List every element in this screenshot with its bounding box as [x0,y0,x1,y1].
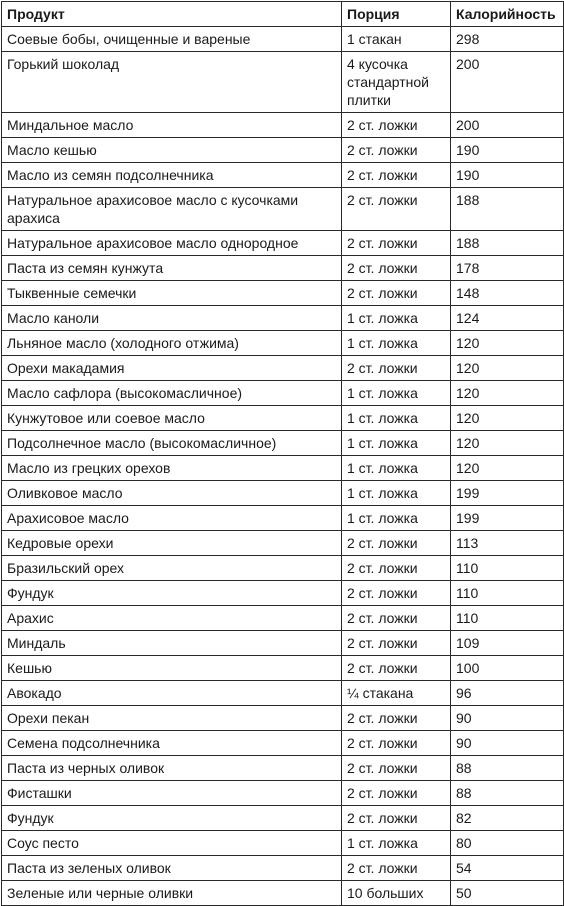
cell-product: Соус песто [2,831,342,856]
cell-product: Кешью [2,656,342,681]
table-row [2,138,564,163]
cell-calories: 124 [451,306,564,331]
cell-product: Льняное масло (холодного отжима) [2,331,342,356]
table-row [2,52,564,113]
cell-product: Кедровые орехи [2,531,342,556]
table-row [2,781,564,806]
cell-portion: ¼ стакана [342,681,451,706]
cell-portion: 10 больших [342,881,451,906]
table-row [2,431,564,456]
table-row [2,331,564,356]
cell-portion: 1 ст. ложка [342,481,451,506]
calorie-table [1,1,564,906]
table-row [2,531,564,556]
table-row [2,831,564,856]
cell-calories: 188 [451,188,564,231]
cell-product: Авокадо [2,681,342,706]
cell-calories: 120 [451,331,564,356]
table-row [2,806,564,831]
cell-portion: 2 ст. ложки [342,581,451,606]
cell-calories: 88 [451,781,564,806]
cell-portion: 1 стакан [342,27,451,52]
cell-calories: 120 [451,356,564,381]
cell-portion: 2 ст. ложки [342,781,451,806]
table-row [2,456,564,481]
cell-product: Масло из грецких орехов [2,456,342,481]
cell-calories: 120 [451,381,564,406]
cell-product: Тыквенные семечки [2,281,342,306]
cell-calories: 109 [451,631,564,656]
cell-calories: 110 [451,581,564,606]
table-row [2,706,564,731]
cell-product: Масло каноли [2,306,342,331]
cell-product: Горький шоколад [2,52,342,113]
table-row [2,606,564,631]
cell-portion: 2 ст. ложки [342,281,451,306]
cell-product: Паста из семян кунжута [2,256,342,281]
cell-product: Кунжутовое или соевое масло [2,406,342,431]
cell-product: Орехи макадамия [2,356,342,381]
cell-product: Миндаль [2,631,342,656]
cell-calories: 200 [451,52,564,113]
cell-portion: 1 ст. ложка [342,306,451,331]
cell-portion: 2 ст. ложки [342,756,451,781]
cell-product: Паста из черных оливок [2,756,342,781]
cell-portion: 2 ст. ложки [342,163,451,188]
table-row [2,881,564,906]
cell-portion: 2 ст. ложки [342,706,451,731]
cell-portion: 2 ст. ложки [342,138,451,163]
table-row [2,306,564,331]
cell-calories: 110 [451,556,564,581]
cell-calories: 50 [451,881,564,906]
cell-product: Фундук [2,581,342,606]
cell-portion: 2 ст. ложки [342,556,451,581]
cell-calories: 88 [451,756,564,781]
cell-calories: 199 [451,481,564,506]
cell-product: Зеленые или черные оливки [2,881,342,906]
cell-portion: 1 ст. ложка [342,331,451,356]
cell-calories: 120 [451,456,564,481]
cell-portion: 2 ст. ложки [342,806,451,831]
cell-calories: 96 [451,681,564,706]
table-row [2,163,564,188]
table-row [2,856,564,881]
cell-portion: 2 ст. ложки [342,656,451,681]
cell-calories: 80 [451,831,564,856]
cell-portion: 2 ст. ложки [342,188,451,231]
table-row [2,406,564,431]
cell-portion: 1 ст. ложка [342,381,451,406]
cell-portion: 1 ст. ложка [342,456,451,481]
cell-product: Орехи пекан [2,706,342,731]
cell-portion: 1 ст. ложка [342,506,451,531]
cell-product: Арахис [2,606,342,631]
table-row [2,481,564,506]
cell-calories: 54 [451,856,564,881]
cell-product: Фундук [2,806,342,831]
cell-portion: 1 ст. ложка [342,831,451,856]
table-row [2,631,564,656]
cell-portion: 2 ст. ложки [342,231,451,256]
cell-product: Арахисовое масло [2,506,342,531]
header-calories: Калорийность [451,2,564,27]
cell-portion: 2 ст. ложки [342,256,451,281]
table-row [2,556,564,581]
cell-portion: 2 ст. ложки [342,606,451,631]
table-row [2,731,564,756]
table-row [2,581,564,606]
cell-portion: 2 ст. ложки [342,113,451,138]
cell-product: Фисташки [2,781,342,806]
table-row [2,256,564,281]
table-row [2,356,564,381]
table-row [2,281,564,306]
cell-calories: 120 [451,406,564,431]
cell-product: Бразильский орех [2,556,342,581]
table-row [2,231,564,256]
cell-portion: 2 ст. ложки [342,531,451,556]
header-portion: Порция [342,2,451,27]
cell-calories: 200 [451,113,564,138]
cell-product: Миндальное масло [2,113,342,138]
table-row [2,27,564,52]
table-row [2,656,564,681]
cell-calories: 100 [451,656,564,681]
cell-portion: 1 ст. ложка [342,431,451,456]
cell-product: Соевые бобы, очищенные и вареные [2,27,342,52]
table-row [2,113,564,138]
cell-calories: 90 [451,731,564,756]
cell-calories: 148 [451,281,564,306]
cell-portion: 2 ст. ложки [342,856,451,881]
cell-product: Паста из зеленых оливок [2,856,342,881]
table-row [2,188,564,231]
cell-product: Подсолнечное масло (высокомасличное) [2,431,342,456]
cell-calories: 188 [451,231,564,256]
cell-product: Масло из семян подсолнечника [2,163,342,188]
table-header-row [2,2,564,27]
cell-calories: 110 [451,606,564,631]
cell-calories: 120 [451,431,564,456]
cell-portion: 2 ст. ложки [342,731,451,756]
cell-product: Натуральное арахисовое масло однородное [2,231,342,256]
cell-portion: 2 ст. ложки [342,631,451,656]
cell-calories: 178 [451,256,564,281]
header-product: Продукт [2,2,342,27]
cell-product: Семена подсолнечника [2,731,342,756]
cell-calories: 190 [451,163,564,188]
cell-calories: 190 [451,138,564,163]
cell-calories: 82 [451,806,564,831]
cell-calories: 298 [451,27,564,52]
cell-calories: 199 [451,506,564,531]
table-row [2,506,564,531]
cell-calories: 113 [451,531,564,556]
cell-portion: 1 ст. ложка [342,406,451,431]
cell-product: Оливковое масло [2,481,342,506]
cell-portion: 4 кусочка стандартной плитки [342,52,451,113]
cell-product: Масло сафлора (высокомасличное) [2,381,342,406]
cell-product: Масло кешью [2,138,342,163]
cell-product: Натуральное арахисовое масло с кусочками арахиса [2,188,342,231]
table-row [2,681,564,706]
table-row [2,756,564,781]
cell-portion: 2 ст. ложки [342,356,451,381]
cell-calories: 90 [451,706,564,731]
table-row [2,381,564,406]
